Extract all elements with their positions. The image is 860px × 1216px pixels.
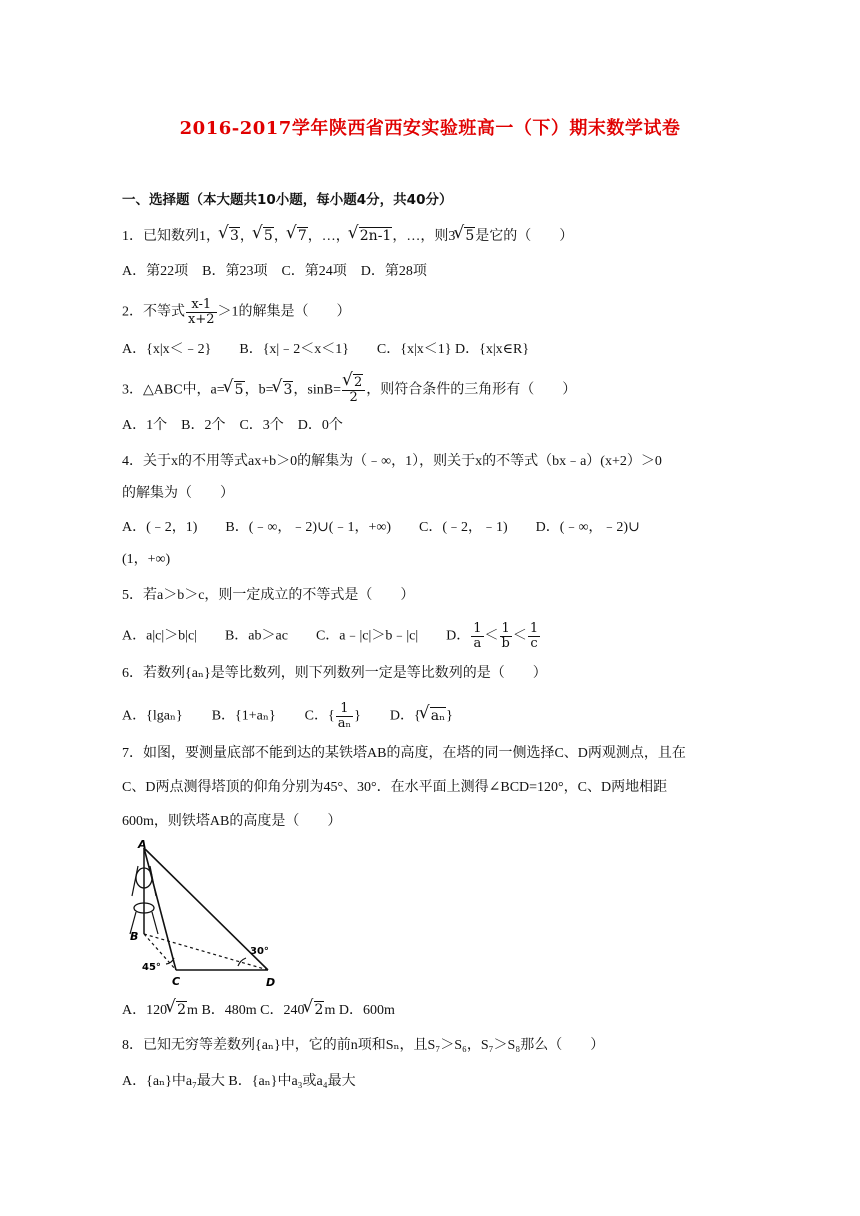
option-a: A．{lgaₙ} bbox=[122, 708, 183, 724]
question-3-text: ，b= bbox=[244, 382, 274, 398]
option-b: B．480m C．240 bbox=[201, 1003, 305, 1018]
angle-30-arc bbox=[238, 958, 246, 966]
fraction: $\frac{1}{a}$ bbox=[473, 621, 482, 651]
unit: m bbox=[187, 1003, 198, 1018]
question-2 bbox=[122, 298, 351, 327]
tower-figure bbox=[128, 838, 298, 998]
sqrt-expression: √ 5 bbox=[254, 226, 274, 246]
option-d: D．600m bbox=[338, 1003, 395, 1018]
sqrt-expression: √ 2n-1 bbox=[350, 226, 393, 246]
fraction: √ $\frac{2}{2}$ bbox=[342, 376, 365, 405]
question-7-line-1: 7．如图，要测量底部不能到达的某铁塔AB的高度，在塔的同一侧选择C、D两观测点，且在 bbox=[122, 746, 686, 761]
question-2-text: 2．不等式 bbox=[122, 304, 185, 320]
question-7-options bbox=[122, 1000, 395, 1021]
sqrt-expression: √ aₙ bbox=[421, 706, 446, 726]
question-6: 6．若数列{aₙ}是等比数列，则下列数列一定是等比数列的是（ ） bbox=[122, 666, 547, 681]
sqrt-expression: √ 3 bbox=[220, 226, 240, 246]
question-4-line-1: 4．关于x的不用等式ax+b＞0的解集为（﹣∞，1），则关于x的不等式（bx﹣a）(x+2）＞0 bbox=[122, 454, 662, 469]
question-1 bbox=[122, 226, 573, 247]
label-b: B bbox=[130, 930, 139, 943]
comma: ， bbox=[273, 229, 288, 244]
question-4-options: A．(﹣2，1) B．(﹣∞，﹣2)∪(﹣1，+∞) C．(﹣2，﹣1) D．(﹣∞，﹣2)∪ bbox=[122, 520, 640, 535]
question-1-text: 是它的（ ） bbox=[475, 229, 574, 244]
question-6-options bbox=[122, 702, 453, 731]
question-4-options-cont: (1，+∞) bbox=[122, 552, 171, 567]
page-title: 2016-2017学年陕西省西安实验班高一（下）期末数学试卷 bbox=[179, 118, 681, 139]
question-3-text: ，则符合条件的三角形有（ ） bbox=[366, 382, 577, 398]
question-5-options-text: A．a|c|＞b|c| B．ab＞ac C．a﹣|c|＞b﹣|c| D． bbox=[122, 628, 471, 644]
fraction: $\frac{1}{c}$ bbox=[529, 621, 539, 651]
question-4-line-2: 的解集为（ ） bbox=[122, 486, 234, 501]
line-ac bbox=[144, 848, 176, 970]
label-a: A bbox=[138, 838, 147, 851]
less-than: ＜ bbox=[484, 628, 499, 644]
sqrt-expression: √ 5 bbox=[225, 380, 245, 400]
question-5-options bbox=[122, 622, 541, 651]
question-2-text: ＞1的解集是（ ） bbox=[217, 304, 351, 320]
unit: m bbox=[324, 1003, 336, 1018]
comma: ， bbox=[239, 229, 254, 244]
option-a: A．120 bbox=[122, 1003, 168, 1018]
brace: } bbox=[354, 708, 361, 724]
question-8-options: A．{aₙ}中a₇最大 B．{aₙ}中a₃或a₄最大 bbox=[122, 1074, 356, 1089]
fraction: $\frac{x-1}{x+2}$ bbox=[188, 297, 215, 327]
fraction: $\frac{1}{\text{aₙ}}$ bbox=[337, 701, 352, 731]
sqrt-expression: √ 5 bbox=[455, 226, 475, 246]
question-2-options: A．{x|x＜﹣2} B．{x|﹣2＜x＜1} C．{x|x＜1} D．{x|x∈R} bbox=[122, 342, 530, 357]
label-30: 30° bbox=[250, 946, 269, 957]
ellipsis: ，…， bbox=[307, 229, 350, 244]
section-heading: 一、选择题（本大题共10小题，每小题4分，共40分） bbox=[122, 192, 453, 208]
question-1-text: 1．已知数列1， bbox=[122, 229, 220, 244]
brace: { bbox=[328, 708, 335, 724]
option-b: B．{1+aₙ} bbox=[211, 708, 276, 724]
question-1-options: A．第22项 B．第23项 C．第24项 D．第28项 bbox=[122, 264, 427, 279]
question-3 bbox=[122, 376, 576, 405]
sqrt-expression: √ 3 bbox=[274, 380, 294, 400]
label-45: 45° bbox=[142, 962, 161, 973]
fraction: $\frac{1}{b}$ bbox=[501, 621, 510, 651]
brace: } bbox=[446, 708, 453, 724]
option-c: C． bbox=[304, 708, 329, 724]
question-3-options: A．1个 B．2个 C．3个 D．0个 bbox=[122, 418, 343, 433]
brace: { bbox=[413, 708, 421, 724]
label-d: D bbox=[266, 976, 276, 989]
question-3-text: 3．△ABC中，a= bbox=[122, 382, 225, 398]
sqrt-expression: √ 7 bbox=[288, 226, 308, 246]
question-7-line-3: 600m，则铁塔AB的高度是（ ） bbox=[122, 814, 342, 829]
question-8: 8．已知无穷等差数列{aₙ}中，它的前n项和Sₙ，且S₇＞S₆，S₇＞S₈那么（ ） bbox=[122, 1038, 605, 1053]
question-3-text: ，sinB= bbox=[293, 382, 341, 398]
question-7-line-2: C、D两点测得塔顶的仰角分别为45°、30°．在水平面上测得∠BCD=120°，C、D两地相距 bbox=[122, 780, 668, 795]
question-5: 5．若a＞b＞c，则一定成立的不等式是（ ） bbox=[122, 588, 415, 603]
question-1-text: ，…，则3 bbox=[392, 229, 456, 244]
sqrt-expression: √ 2 bbox=[167, 1000, 187, 1020]
option-d: D． bbox=[389, 708, 414, 724]
less-than: ＜ bbox=[512, 628, 527, 644]
label-c: C bbox=[172, 975, 181, 988]
sqrt-expression: √ 2 bbox=[305, 1000, 325, 1020]
